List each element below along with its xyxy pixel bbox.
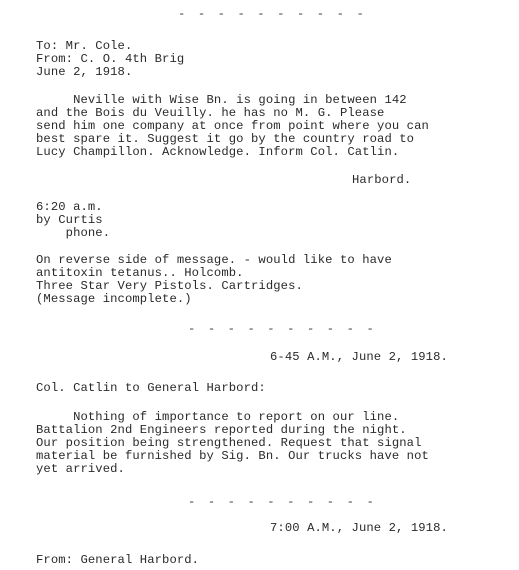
message2-body-line-2: Battalion 2nd Engineers reported during the night. (36, 423, 407, 437)
message1-time-line-2: by Curtis (36, 213, 103, 227)
reverse-note-line-1: On reverse side of message. - would like to have (36, 253, 392, 267)
reverse-note-line-2: antitoxin tetanus.. Holcomb. (36, 266, 244, 280)
message1-body-line-2: and the Bois du Veuilly. he has no M. G. Please (36, 106, 385, 120)
message2-dateline: 6-45 A.M., June 2, 1918. (270, 350, 448, 364)
separator-1: - - - - - - - - - - (188, 322, 377, 336)
message2-heading: Col. Catlin to General Harbord: (36, 381, 266, 395)
message1-body-line-1: Neville with Wise Bn. is going in between 142 (36, 93, 407, 107)
message2-body-line-5: yet arrived. (36, 462, 125, 476)
message1-body-line-3: send him one company at once from point where you can (36, 119, 429, 133)
message1-time-line-1: 6:20 a.m. (36, 200, 103, 214)
message1-time-line-3: phone. (36, 226, 111, 240)
separator-2: - - - - - - - - - - (188, 495, 377, 509)
message2-body-line-3: Our position being strengthened. Request that signal (36, 436, 422, 450)
message1-from: From: C. O. 4th Brig (36, 52, 185, 66)
separator-top: - - - - - - - - - - (178, 7, 367, 21)
message1-to: To: Mr. Cole. (36, 39, 133, 53)
reverse-note-line-3: Three Star Very Pistols. Cartridges. (36, 279, 303, 293)
message2-body-line-1: Nothing of importance to report on our line. (36, 410, 400, 424)
message1-body-line-4: best spare it. Suggest it go by the country road to (36, 132, 415, 146)
message1-body-line-5: Lucy Champillon. Acknowledge. Inform Col. Catlin. (36, 145, 400, 159)
message3-from: From: General Harbord. (36, 553, 200, 567)
message1-signature: Harbord. (352, 173, 412, 187)
message2-body-line-4: material be furnished by Sig. Bn. Our trucks have not (36, 449, 429, 463)
reverse-note-line-4: (Message incomplete.) (36, 292, 192, 306)
message1-date: June 2, 1918. (36, 65, 133, 79)
message3-dateline: 7:00 A.M., June 2, 1918. (270, 521, 448, 535)
